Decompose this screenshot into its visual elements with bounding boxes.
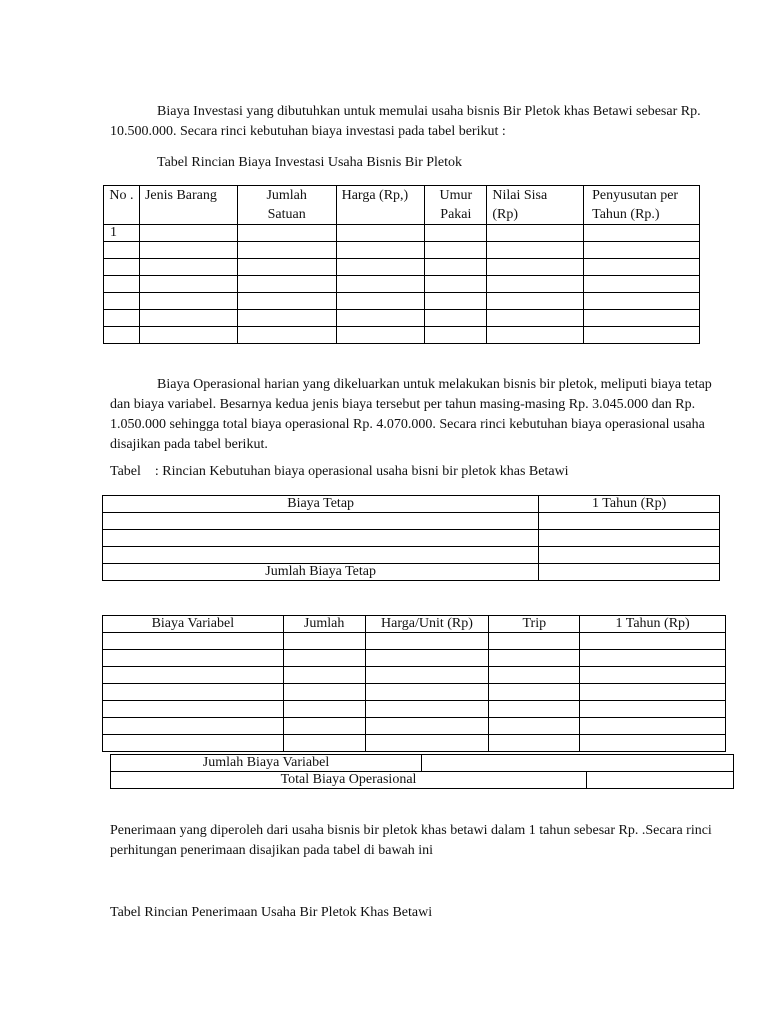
table-row [103,667,726,684]
header-biaya-tetap: Biaya Tetap [103,496,539,513]
jumlah-biaya-tetap-label: Jumlah Biaya Tetap [103,564,539,581]
header-harga-unit: Harga/Unit (Rp) [365,616,489,633]
table-row [104,310,700,327]
header-nilai-sisa: Nilai Sisa (Rp) [487,186,584,225]
table-row [104,327,700,344]
header-1-tahun: 1 Tahun (Rp) [580,616,726,633]
row-no: 1 [104,225,140,242]
header-jumlah: Jumlah [283,616,365,633]
table-row [104,259,700,276]
table-row [104,276,700,293]
table-row [104,242,700,259]
investasi-table-title: Tabel Rincian Biaya Investasi Usaha Bisnis Bir Pletok [157,155,463,170]
summary-table [110,754,734,789]
investasi-table [103,185,700,344]
table-row [103,513,720,530]
table-row [103,684,726,701]
jumlah-biaya-variabel-label: Jumlah Biaya Variabel [111,755,422,772]
tetap-header-row [103,496,720,513]
table-row [103,735,726,752]
table-row [103,547,720,564]
investasi-header-row [104,186,700,225]
header-penyusutan: Penyusutan per Tahun (Rp.) [584,186,700,225]
header-jumlah-satuan: Jumlah Satuan [237,186,336,225]
header-1-tahun: 1 Tahun (Rp) [539,496,720,513]
header-umur-pakai: Umur Pakai [425,186,487,225]
table-row [104,225,700,242]
operasional-paragraph: Biaya Operasional harian yang dikeluarkan untuk melakukan bisnis bir pletok, meliputi biaya tetap dan biaya variabel. Besarnya kedua jenis biaya tersebut per tahun masing-masing Rp. 3.045.000 dan Rp. 1.050.000 sehingga total biaya operasional Rp. 4.070.000. Secara rinci kebutuhan biaya operasional usaha disajikan pada tabel berikut. [110,377,712,452]
table-row [103,633,726,650]
tetap-total-row [103,564,720,581]
biaya-variabel-table [102,615,726,752]
header-jenis-barang: Jenis Barang [139,186,237,225]
total-biaya-operasional-label: Total Biaya Operasional [111,772,587,789]
table-row [103,530,720,547]
table-row [103,650,726,667]
penerimaan-table-title: Tabel Rincian Penerimaan Usaha Bir Pletok Khas Betawi [110,905,433,920]
jumlah-variabel-row [111,755,734,772]
header-biaya-variabel: Biaya Variabel [103,616,284,633]
investasi-paragraph: Biaya Investasi yang dibutuhkan untuk memulai usaha bisnis Bir Pletok khas Betawi sebesar Rp. 10.500.000. Secara rinci kebutuhan biaya investasi pada tabel berikut : [110,104,701,139]
table-row [104,293,700,310]
table-row [103,718,726,735]
penerimaan-paragraph: Penerimaan yang diperoleh dari usaha bisnis bir pletok khas betawi dalam 1 tahun sebesar Rp. .Secara rinci perhitungan penerimaan disajikan pada tabel di bawah ini [110,823,712,858]
header-trip: Trip [489,616,580,633]
table-row [103,701,726,718]
operasional-table-title: Tabel : Rincian Kebutuhan biaya operasional usaha bisni bir pletok khas Betawi [110,464,569,479]
biaya-tetap-table [102,495,720,581]
header-harga: Harga (Rp,) [336,186,425,225]
variabel-header-row [103,616,726,633]
total-operasional-row [111,772,734,789]
header-no: No . [104,186,140,225]
